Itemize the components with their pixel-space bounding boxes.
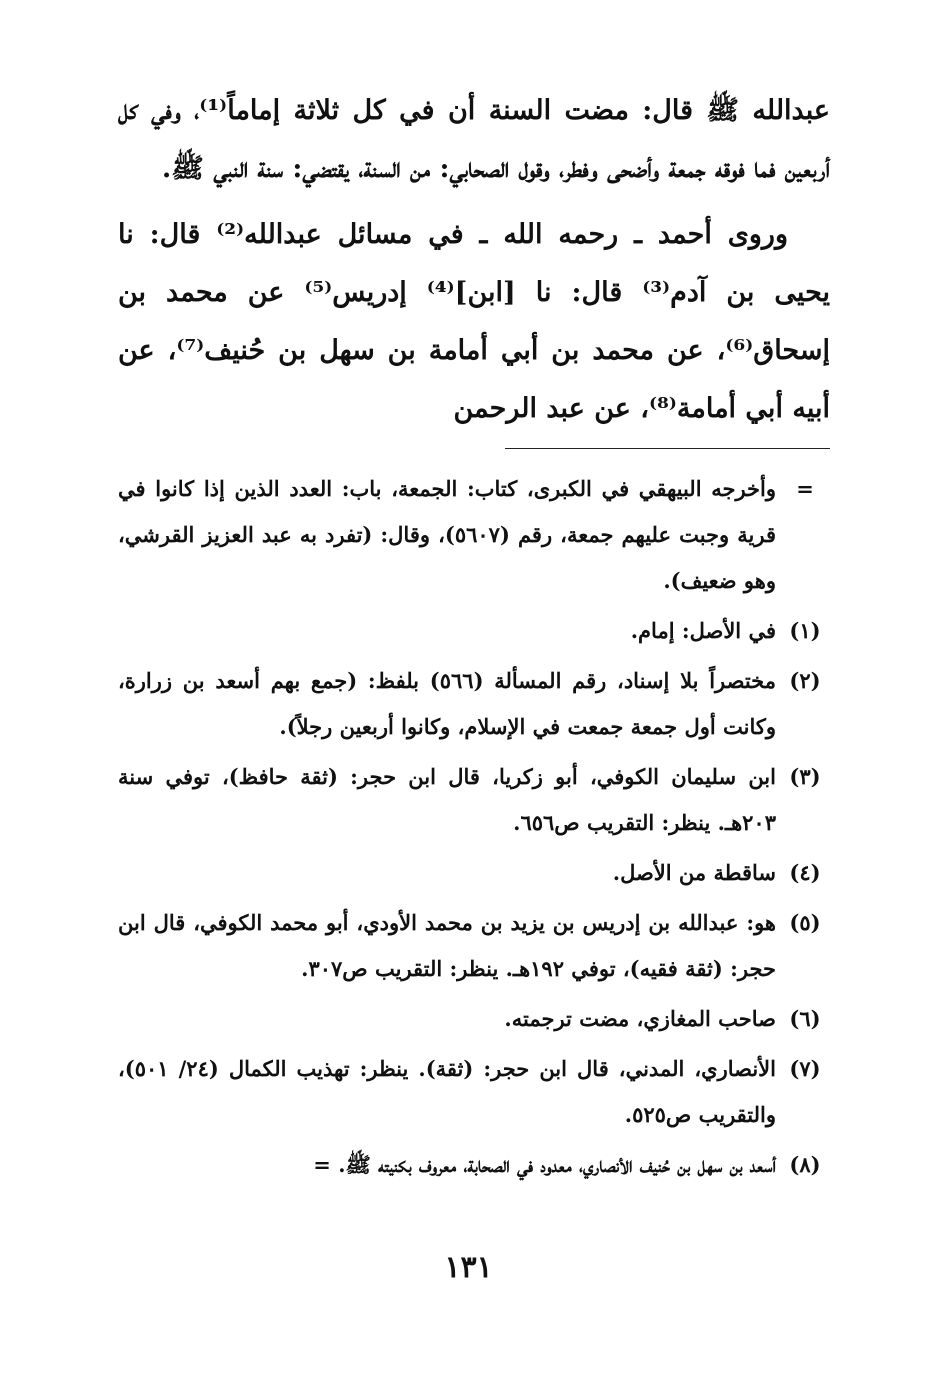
footnote-number: (٨) [789, 1152, 821, 1177]
footnote-number: (٤) [789, 860, 821, 885]
footnotes [118, 466, 834, 1192]
footnote-3 [118, 754, 834, 846]
footnote-text: الأنصاري، المدني، قال ابن حجر: (ثقة). ينظر: تهذيب الكمال (٢٤/ ٥٠١)، والتقريب ص٥٢٥. [118, 1056, 776, 1127]
footnote-8 [118, 1142, 834, 1188]
footnote-1 [118, 608, 834, 654]
footnote-text: صاحب المغازي، مضت ترجمته. [504, 1006, 776, 1031]
footnote-number: = [796, 476, 814, 501]
footnote-text: أسعد بن سهل بن حُنيف الأنصاري، معدود في الصحابة، معروف بكنيته ﷺ. = [313, 1152, 776, 1177]
footnote-continued [118, 466, 834, 604]
footnote-2 [118, 658, 834, 750]
page-number: ١٣١ [444, 1250, 493, 1285]
footnote-text: ساقطة من الأصل. [612, 860, 776, 885]
footnote-number: (٦) [789, 1006, 821, 1031]
footnote-text: وأخرجه البيهقي في الكبرى، كتاب: الجمعة، باب: العدد الذين إذا كانوا في قرية وجبت عليهم جمعة، رقم (٥٦٠٧)، وقال: (تفرد به عبد العزيز القرشي، وهو ضعيف). [118, 476, 776, 593]
footnote-number: (٧) [789, 1056, 821, 1081]
footnote-text: في الأصل: إمام. [630, 618, 776, 643]
footnote-separator [505, 448, 830, 449]
footnote-6 [118, 996, 834, 1042]
footnote-5 [118, 900, 834, 992]
paragraph-2: وروى أحمد ـ رحمه الله ـ في مسائل عبدالله⁽²⁾ قال: نا يحيى بن آدم⁽³⁾ قال: نا [ابن]⁽⁴⁾ إدريس⁽⁵⁾ عن محمد بن إسحاق⁽⁶⁾، عن محمد بن أبي أمامة بن سهل بن حُنيف⁽⁷⁾، عن أبيه أبي أمامة⁽⁸⁾، عن عبد الرحمن [118, 219, 831, 424]
footnote-text: مختصراً بلا إسناد، رقم المسألة (٥٦٦) بلفظ: (جمع بهم أسعد بن زرارة، وكانت أول جمعة جمعت في الإسلام، وكانوا أربعين رجلاً). [118, 668, 776, 739]
paragraph-1: عبدالله ﷺ قال: مضت السنة أن في كل ثلاثة إماماً⁽¹⁾، وفي كل أربعين فما فوقه جمعة وأضحى وفطر، وقول الصحابي: من السنة، يقتضي: سنة النبي ﷺ. [118, 95, 830, 184]
footnote-number: (٣) [789, 764, 821, 789]
footnote-number: (٥) [789, 910, 821, 935]
main-text [118, 82, 830, 446]
footnote-number: (٢) [789, 668, 821, 693]
footnote-text: ابن سليمان الكوفي، أبو زكريا، قال ابن حجر: (ثقة حافظ)، توفي سنة ٢٠٣هـ. ينظر: التقريب ص٦٥٦. [118, 764, 776, 835]
footnote-text: هو: عبدالله بن إدريس بن يزيد بن محمد الأودي، أبو محمد الكوفي، قال ابن حجر: (ثقة فقيه)، توفي ١٩٢هـ. ينظر: التقريب ص٣٠٧. [118, 910, 776, 981]
footnote-number: (١) [789, 618, 821, 643]
footnote-4 [118, 850, 834, 896]
footnote-7 [118, 1046, 834, 1138]
